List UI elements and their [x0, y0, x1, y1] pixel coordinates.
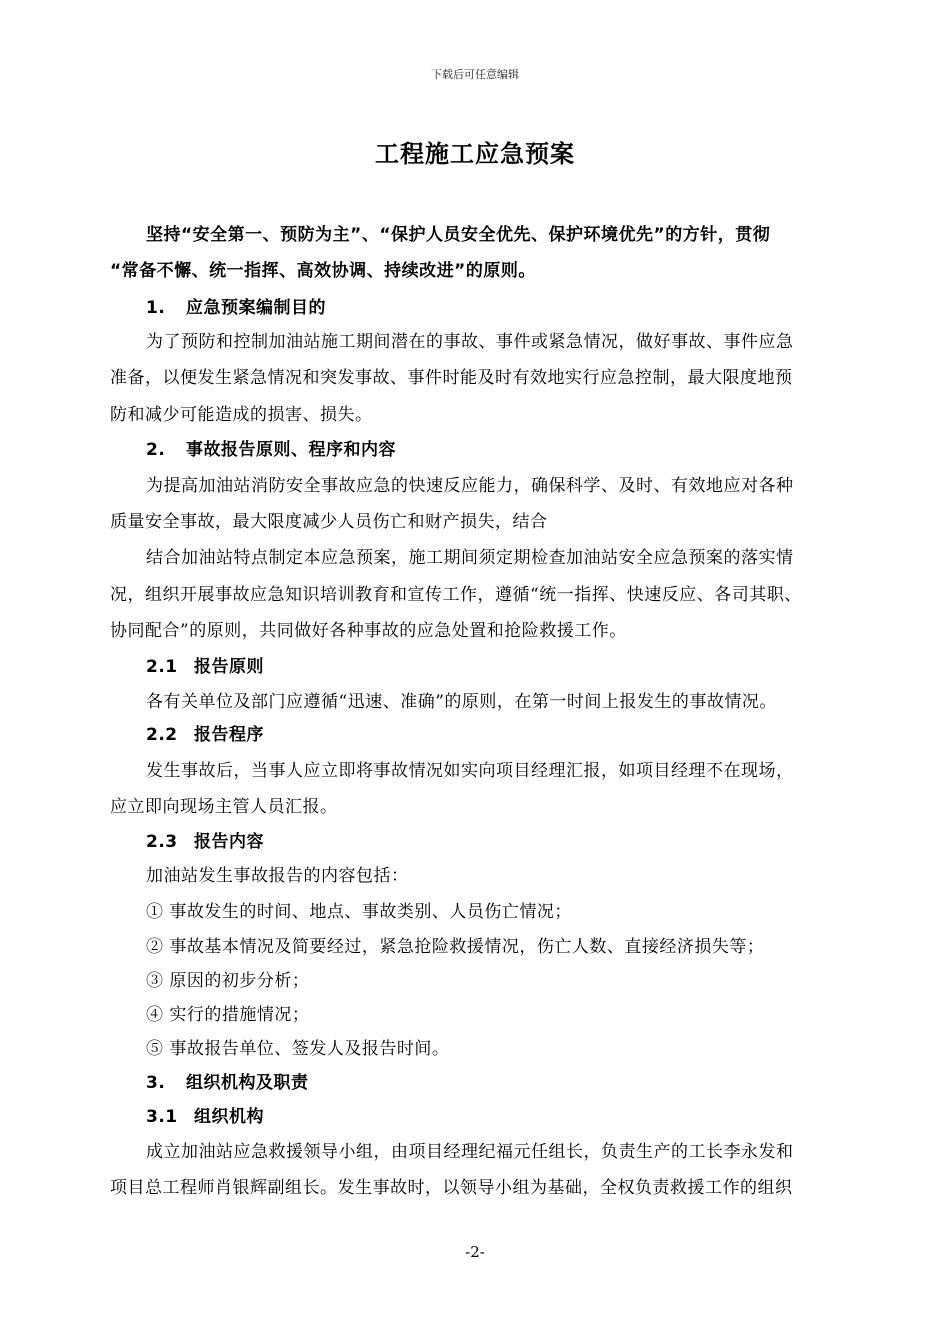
- section-number: 2.3: [146, 832, 178, 852]
- section-3-heading: [146, 1064, 891, 1102]
- intro-line-2: “常备不懈、统一指挥、高效协调、持续改进”的原则。: [110, 261, 536, 281]
- section-title: 报告内容: [194, 832, 264, 852]
- section-2-1-heading: [146, 648, 891, 686]
- paragraph-line: 协同配合”的原则，共同做好各种事故的应急处置和抢险救援工作。: [110, 621, 627, 641]
- paragraph-line: 质量安全事故，最大限度减少人员伤亡和财产损失，结合: [110, 512, 548, 532]
- section-2-heading: [146, 431, 891, 469]
- section-title: 组织机构及职责: [186, 1073, 309, 1093]
- section-number: 1.: [146, 298, 166, 318]
- paragraph-line: 项目总工程师肖银辉副组长。发生事故时，以领导小组为基础，全权负责救援工作的组织: [110, 1178, 793, 1198]
- paragraph-line: 准备，以便发生紧急情况和突发事故、事件时能及时有效地实行应急控制，最大限度地预: [110, 368, 793, 388]
- section-3-1-heading: [146, 1098, 891, 1136]
- section-title: 组织机构: [194, 1107, 264, 1127]
- section-2-3-heading: [146, 823, 891, 861]
- paragraph-line: 应立即向现场主管人员汇报。: [110, 797, 338, 817]
- paragraph-line: 结合加油站特点制定本应急预案，施工期间须定期检查加油站安全应急预案的落实情: [146, 548, 794, 568]
- section-title: 事故报告原则、程序和内容: [186, 440, 396, 460]
- document-title: 工程施工应急预案: [375, 140, 575, 168]
- section-title: 报告原则: [194, 657, 264, 677]
- paragraph-line: 加油站发生事故报告的内容包括：: [146, 866, 409, 886]
- paragraph-line: 为提高加油站消防安全事故应急的快速反应能力，确保科学、及时、有效地应对各种: [146, 476, 794, 496]
- section-number: 2.: [146, 440, 166, 460]
- page-header: 下载后可任意编辑: [431, 68, 519, 81]
- paragraph-line: 况，组织开展事故应急知识培训教育和宣传工作，遵循“统一指挥、快速反应、各司其职、: [110, 585, 802, 605]
- section-title: 报告程序: [194, 725, 264, 745]
- intro-line-1: 坚持“安全第一、预防为主”、“保护人员安全优先、保护环境优先”的方针，贯彻: [146, 225, 771, 245]
- list-item: ③ 原因的初步分析；: [146, 971, 310, 991]
- section-number: 2.2: [146, 725, 178, 745]
- page-number: -2-: [465, 1243, 485, 1261]
- section-number: 2.1: [146, 657, 178, 677]
- list-item: ④ 实行的措施情况；: [146, 1005, 310, 1025]
- list-item: ① 事故发生的时间、地点、事故类别、人员伤亡情况；: [146, 902, 572, 922]
- section-2-2-heading: [146, 716, 891, 754]
- paragraph-line: 为了预防和控制加油站施工期间潜在的事故、事件或紧急情况，做好事故、事件应急: [146, 332, 794, 352]
- list-item: ② 事故基本情况及简要经过，紧急抢险救援情况，伤亡人数、直接经济损失等；: [146, 937, 765, 957]
- section-number: 3.1: [146, 1107, 178, 1127]
- section-1-heading: [146, 289, 891, 327]
- list-item: ⑤ 事故报告单位、签发人及报告时间。: [146, 1039, 450, 1059]
- section-title: 应急预案编制目的: [186, 298, 326, 318]
- paragraph-line: 发生事故后，当事人应立即将事故情况如实向项目经理汇报，如项目经理不在现场，: [146, 761, 794, 781]
- paragraph-line: 防和减少可能造成的损害、损失。: [110, 405, 373, 425]
- paragraph-line: 各有关单位及部门应遵循“迅速、准确”的原则，在第一时间上报发生的事故情况。: [146, 692, 777, 712]
- section-number: 3.: [146, 1073, 166, 1093]
- paragraph-line: 成立加油站应急救援领导小组，由项目经理纪福元任组长，负责生产的工长李永发和: [146, 1142, 794, 1162]
